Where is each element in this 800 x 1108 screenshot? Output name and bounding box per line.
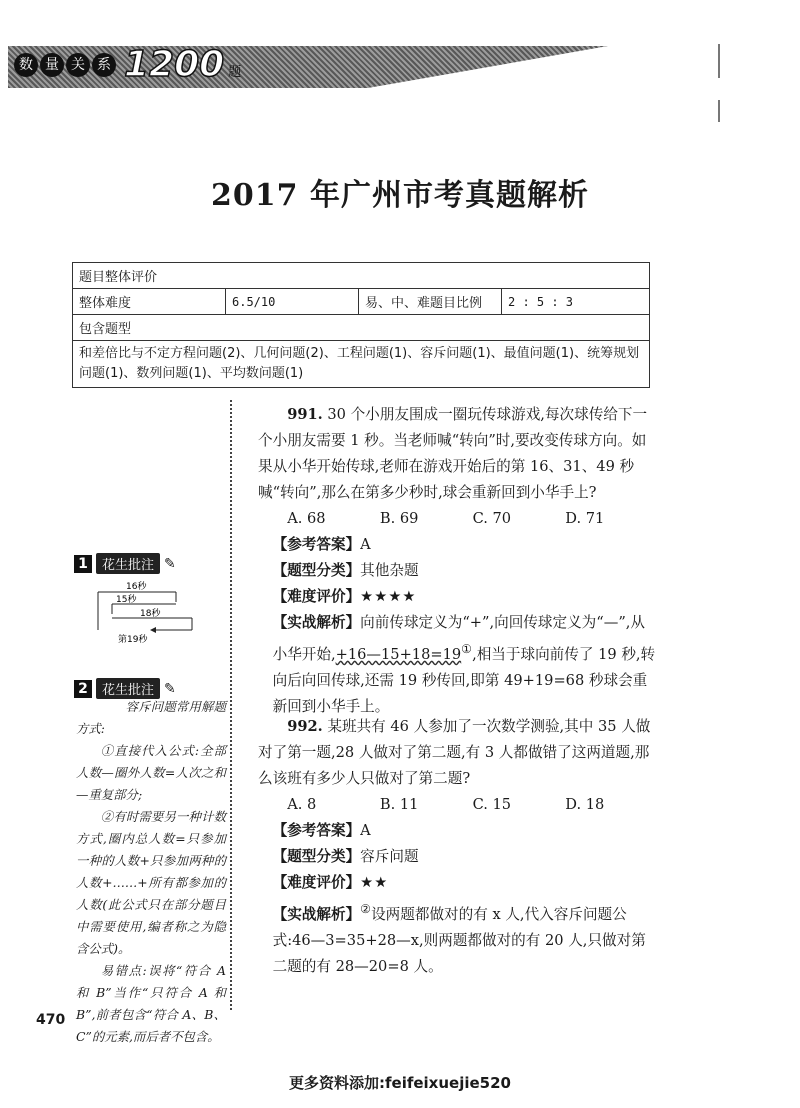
analysis-label: 【实战解析】	[272, 905, 361, 923]
types-list: 和差倍比与不定方程问题(2)、几何问题(2)、工程问题(1)、容斥问题(1)、最值问题(1)、统筹规划问题(1)、数列问题(1)、平均数问题(1)	[73, 341, 650, 388]
note-number: 2	[74, 680, 92, 698]
analysis-formula: +16—15+18=19	[335, 645, 462, 663]
note-badge-1	[74, 553, 176, 574]
option-a: A. 8	[287, 796, 317, 813]
note-paragraph: 容斥问题常用解题方式:	[76, 699, 226, 736]
answer-value: A	[360, 536, 371, 553]
type-label: 【题型分类】	[272, 848, 361, 865]
series-char: 数	[14, 53, 38, 77]
type-label: 【题型分类】	[272, 562, 361, 579]
series-char: 量	[40, 53, 64, 77]
column-divider	[230, 400, 232, 1010]
rating-line	[258, 584, 658, 610]
options-row	[258, 506, 658, 532]
option-b: B. 69	[379, 510, 419, 527]
note-paragraph: ②有时需要另一种计数方式,圈内总人数=只参加一种的人数+只参加两种的人数+……+所有都参加的人数(此公式只在部分题目中需要使用,编者称之为隐含公式)。	[76, 809, 226, 956]
analysis-paragraph	[258, 610, 658, 720]
note-number: 1	[74, 555, 92, 573]
question-stem	[258, 402, 658, 506]
option-b: B. 11	[379, 796, 419, 813]
rating-label: 【难度评价】	[272, 874, 361, 891]
summary-table	[72, 262, 650, 388]
type-line	[258, 558, 658, 584]
diagram-label: 18秒	[140, 609, 161, 619]
difficulty-label: 整体难度	[73, 289, 226, 315]
ratio-label: 易、中、难题目比例	[359, 289, 502, 315]
diagram-label: 15秒	[116, 595, 137, 605]
page-number: 470	[36, 1012, 66, 1028]
series-logo	[14, 44, 242, 85]
answer-label: 【参考答案】	[272, 536, 361, 553]
types-header: 包含题型	[73, 315, 650, 341]
answer-line	[258, 532, 658, 558]
answer-value: A	[360, 822, 371, 839]
diagram-label: 第19秒	[118, 635, 148, 645]
type-value: 容斥问题	[360, 848, 419, 865]
option-c: C. 15	[472, 796, 512, 813]
analysis-text: 设两题都做对的有 x 人,代入容斥问题公式:46—3=35+28—x,则两题都做对的有 20 人,只做对第二题的有 28—20=8 人。	[272, 905, 646, 975]
footer-text: 更多资料添加:feifeixuejie520	[289, 1074, 511, 1092]
overall-eval-header: 题目整体评价	[73, 263, 650, 289]
pencil-icon: ✎	[164, 680, 176, 697]
series-char: 系	[92, 53, 116, 77]
note-paragraph: ①直接代入公式:全部人数—圈外人数=人次之和—重复部分;	[76, 743, 226, 802]
ratio-value: 2 : 5 : 3	[502, 289, 650, 315]
analysis-paragraph	[258, 896, 658, 980]
diagram-label: 16秒	[126, 582, 147, 592]
analysis-text: ,相当于球向前传了 19 秒,转向后向回传球,还需 19 秒传回,即第 49+19=68 秒球会重新回到小华手上。	[272, 645, 656, 715]
series-number: 1200	[124, 44, 225, 85]
rating-stars: ★★★★	[360, 588, 417, 605]
question-stem	[258, 714, 658, 792]
analysis-text: 向前传球定义为“+”,向回传球定义为“—”,从小华开始,	[272, 614, 646, 663]
rating-line	[258, 870, 658, 896]
series-char: 关	[66, 53, 90, 77]
pass-diagram	[96, 578, 206, 648]
option-d: D. 18	[565, 796, 605, 813]
difficulty-value: 6.5/10	[226, 289, 359, 315]
question-number: 992.	[287, 718, 323, 735]
answer-line	[258, 818, 658, 844]
note-label: 花生批注	[96, 553, 160, 574]
page-title: 2017 年广州市考真题解析	[211, 178, 589, 213]
option-c: C. 70	[472, 510, 512, 527]
question-991	[258, 402, 658, 720]
note-paragraph: 易错点:误将“符合 A 和 B”当作“只符合 A 和 B”,前者包含“符合 A、B、C”的元素,而后者不包含。	[76, 963, 226, 1044]
diagram-arrow	[150, 627, 156, 633]
option-a: A. 68	[287, 510, 326, 527]
question-text: 某班共有 46 人参加了一次数学测验,其中 35 人做对了第一题,28 人做对了第二题,有 3 人都做错了这两道题,那么该班有多少人只做对了第二题?	[258, 718, 651, 787]
edge-mark	[718, 100, 720, 122]
question-992	[258, 714, 658, 980]
series-suffix: 题	[228, 64, 242, 80]
rating-stars: ★★	[360, 874, 389, 891]
rating-label: 【难度评价】	[272, 588, 361, 605]
note-ref: ②	[360, 902, 372, 916]
option-d: D. 71	[565, 510, 605, 527]
edge-mark	[718, 44, 720, 78]
options-row	[258, 792, 658, 818]
question-number: 991.	[287, 406, 323, 423]
type-line	[258, 844, 658, 870]
type-value: 其他杂题	[360, 562, 419, 579]
note-label: 花生批注	[96, 678, 160, 699]
answer-label: 【参考答案】	[272, 822, 361, 839]
analysis-label: 【实战解析】	[272, 614, 361, 631]
note-2-text	[76, 696, 226, 1048]
pencil-icon: ✎	[164, 555, 176, 572]
question-text: 30 个小朋友围成一圈玩传球游戏,每次球传给下一个小朋友需要 1 秒。当老师喊“转向”时,要改变传球方向。如果从小华开始传球,老师在游戏开始后的第 16、31、49 秒喊“转向”,那么在第多少秒时,球会重新回到小华手上?	[258, 406, 648, 501]
note-ref: ①	[461, 642, 473, 656]
